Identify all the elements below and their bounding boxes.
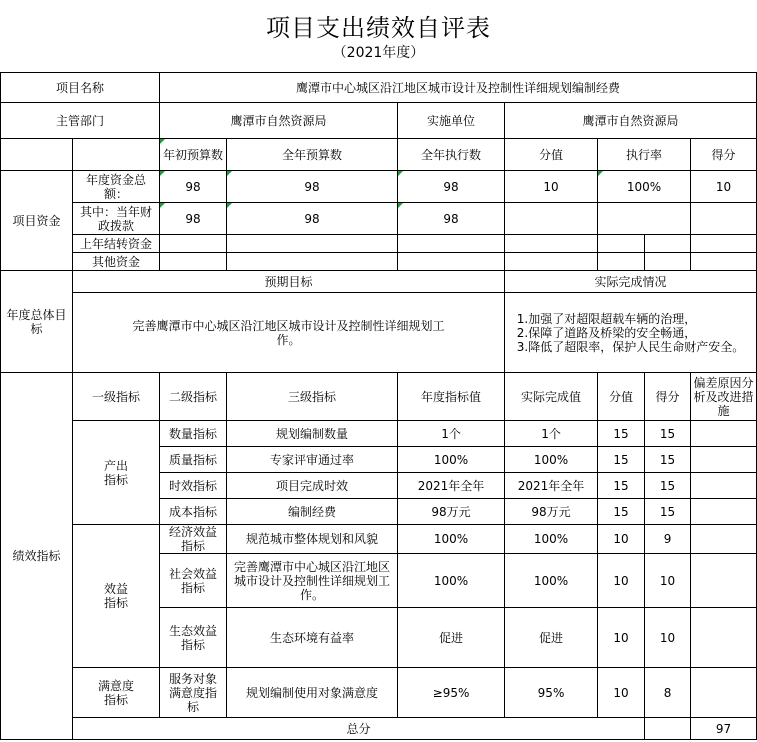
ind-level2: 经济效益指标: [160, 525, 227, 554]
page-subtitle: （2021年度）: [332, 45, 425, 61]
ind-deviation: [691, 554, 757, 608]
ind-level1: 满意度指标: [73, 668, 160, 718]
funds-cell-initial: [160, 253, 227, 271]
dept-value: 鹰潭市自然资源局: [160, 103, 398, 139]
ind-score: 8: [645, 668, 691, 718]
ind-header-actual: 实际完成值: [505, 373, 598, 421]
funds-header-blank: [1, 139, 73, 171]
total-value: 97: [691, 718, 757, 740]
funds-section-label: 项目资金: [1, 171, 73, 271]
funds-cell-annual: [227, 235, 398, 253]
funds-cell-score: [691, 253, 757, 271]
ind-target: 100%: [398, 447, 505, 473]
funds-cell-annual: 98: [227, 203, 398, 235]
ind-level2: 服务对象满意度指标: [160, 668, 227, 718]
ind-score-value: 10: [598, 525, 645, 554]
ind-actual: 1个: [505, 421, 598, 447]
ind-target: 98万元: [398, 499, 505, 525]
ind-score-value: 15: [598, 421, 645, 447]
ind-score: 15: [645, 447, 691, 473]
ind-level3: 完善鹰潭市中心城区沿江地区城市设计及控制性详细规划工作。: [227, 554, 398, 608]
funds-cell-score: [691, 235, 757, 253]
funds-cell-annual: 98: [227, 171, 398, 203]
ind-header-level3: 三级指标: [227, 373, 398, 421]
ind-actual: 98万元: [505, 499, 598, 525]
ind-level3: 专家评审通过率: [227, 447, 398, 473]
ind-target: ≥95%: [398, 668, 505, 718]
ind-score-value: 10: [598, 668, 645, 718]
ind-level1: 产出指标: [73, 421, 160, 525]
ind-header-level2: 二级指标: [160, 373, 227, 421]
funds-cell-rate: [598, 253, 645, 271]
goals-actual-line: 3.降低了超限率，保护人民生命财产安全。: [516, 339, 745, 354]
ind-deviation: [691, 447, 757, 473]
funds-header-score: 得分: [691, 139, 757, 171]
funds-cell-executed: 98: [398, 203, 505, 235]
funds-cell-score: 10: [691, 171, 757, 203]
funds-cell-initial: [160, 235, 227, 253]
impl-label: 实施单位: [398, 103, 505, 139]
funds-header-initial: 年初预算数: [160, 139, 227, 171]
funds-row-label: 其中：当年财政拨款: [73, 203, 160, 235]
project-name-label: 项目名称: [1, 73, 160, 103]
funds-cell-rate: [598, 235, 645, 253]
evaluation-table: [0, 72, 757, 740]
funds-cell-rate-2: [645, 235, 691, 253]
ind-score: 10: [645, 608, 691, 668]
ind-header-score-value: 分值: [598, 373, 645, 421]
ind-actual: 促进: [505, 608, 598, 668]
ind-level3: 规范城市整体规划和风貌: [227, 525, 398, 554]
dept-label: 主管部门: [1, 103, 160, 139]
funds-cell-executed: [398, 253, 505, 271]
total-blank: [645, 718, 691, 740]
funds-cell-executed: [398, 235, 505, 253]
ind-score-value: 10: [598, 608, 645, 668]
ind-level2: 数量指标: [160, 421, 227, 447]
ind-target: 100%: [398, 554, 505, 608]
ind-level2: 时效指标: [160, 473, 227, 499]
ind-actual: 100%: [505, 525, 598, 554]
ind-header-deviation: 偏差原因分析及改进措施: [691, 373, 757, 421]
ind-level3: 编制经费: [227, 499, 398, 525]
page-title: 项目支出绩效自评表: [266, 14, 491, 42]
ind-level2: 质量指标: [160, 447, 227, 473]
project-name-value: 鹰潭市中心城区沿江地区城市设计及控制性详细规划编制经费: [160, 73, 757, 103]
funds-cell-rate: [598, 203, 691, 235]
ind-deviation: [691, 473, 757, 499]
ind-score: 9: [645, 525, 691, 554]
total-label: 总分: [73, 718, 645, 740]
funds-header-executed: 全年执行数: [398, 139, 505, 171]
funds-header-rate: 执行率: [598, 139, 691, 171]
ind-level2: 社会效益指标: [160, 554, 227, 608]
ind-score: 15: [645, 421, 691, 447]
funds-cell-score-value: [505, 203, 598, 235]
funds-cell-initial: 98: [160, 171, 227, 203]
ind-actual: 95%: [505, 668, 598, 718]
ind-level3: 项目完成时效: [227, 473, 398, 499]
funds-row-label: 上年结转资金: [73, 235, 160, 253]
ind-score: 10: [645, 554, 691, 608]
ind-score: 15: [645, 473, 691, 499]
funds-cell-score-value: [505, 235, 598, 253]
ind-actual: 100%: [505, 447, 598, 473]
ind-actual: 100%: [505, 554, 598, 608]
ind-level3: 生态环境有益率: [227, 608, 398, 668]
ind-header-level1: 一级指标: [73, 373, 160, 421]
indicators-section-label: 绩效指标: [1, 373, 73, 740]
funds-row-label: 其他资金: [73, 253, 160, 271]
ind-score: 15: [645, 499, 691, 525]
ind-score-value: 10: [598, 554, 645, 608]
ind-level2: 生态效益指标: [160, 608, 227, 668]
ind-target: 2021年全年: [398, 473, 505, 499]
funds-cell-executed: 98: [398, 171, 505, 203]
ind-deviation: [691, 525, 757, 554]
goals-expected-label: 预期目标: [73, 271, 505, 293]
ind-level3: 规划编制使用对象满意度: [227, 668, 398, 718]
impl-value: 鹰潭市自然资源局: [505, 103, 757, 139]
funds-cell-annual: [227, 253, 398, 271]
funds-header-blank-2: [73, 139, 160, 171]
ind-score-value: 15: [598, 447, 645, 473]
funds-cell-rate-2: [645, 253, 691, 271]
ind-header-target: 年度指标值: [398, 373, 505, 421]
ind-deviation: [691, 421, 757, 447]
goals-actual-line: 1.加强了对超限超载车辆的治理，: [516, 311, 697, 326]
ind-target: 100%: [398, 525, 505, 554]
funds-cell-score-value: 10: [505, 171, 598, 203]
ind-deviation: [691, 499, 757, 525]
funds-cell-rate: 100%: [598, 171, 691, 203]
ind-score-value: 15: [598, 473, 645, 499]
goals-section-label: 年度总体目标: [1, 271, 73, 373]
funds-cell-score: [691, 203, 757, 235]
goals-actual-text: [505, 293, 757, 373]
funds-cell-initial: 98: [160, 203, 227, 235]
funds-header-score-value: 分值: [505, 139, 598, 171]
ind-level3: 规划编制数量: [227, 421, 398, 447]
ind-header-score: 得分: [645, 373, 691, 421]
ind-target: 1个: [398, 421, 505, 447]
goals-actual-line: 2.保障了道路及桥梁的安全畅通，: [516, 325, 697, 340]
funds-cell-score-value: [505, 253, 598, 271]
ind-deviation: [691, 668, 757, 718]
ind-score-value: 15: [598, 499, 645, 525]
funds-header-annual: 全年预算数: [227, 139, 398, 171]
goals-actual-label: 实际完成情况: [505, 271, 757, 293]
ind-deviation: [691, 608, 757, 668]
goals-expected-text: 完善鹰潭市中心城区沿江地区城市设计及控制性详细规划工作。: [73, 293, 505, 373]
ind-level1: 效益指标: [73, 525, 160, 668]
ind-level2: 成本指标: [160, 499, 227, 525]
ind-actual: 2021年全年: [505, 473, 598, 499]
funds-row-label: 年度资金总额：: [73, 171, 160, 203]
ind-target: 促进: [398, 608, 505, 668]
